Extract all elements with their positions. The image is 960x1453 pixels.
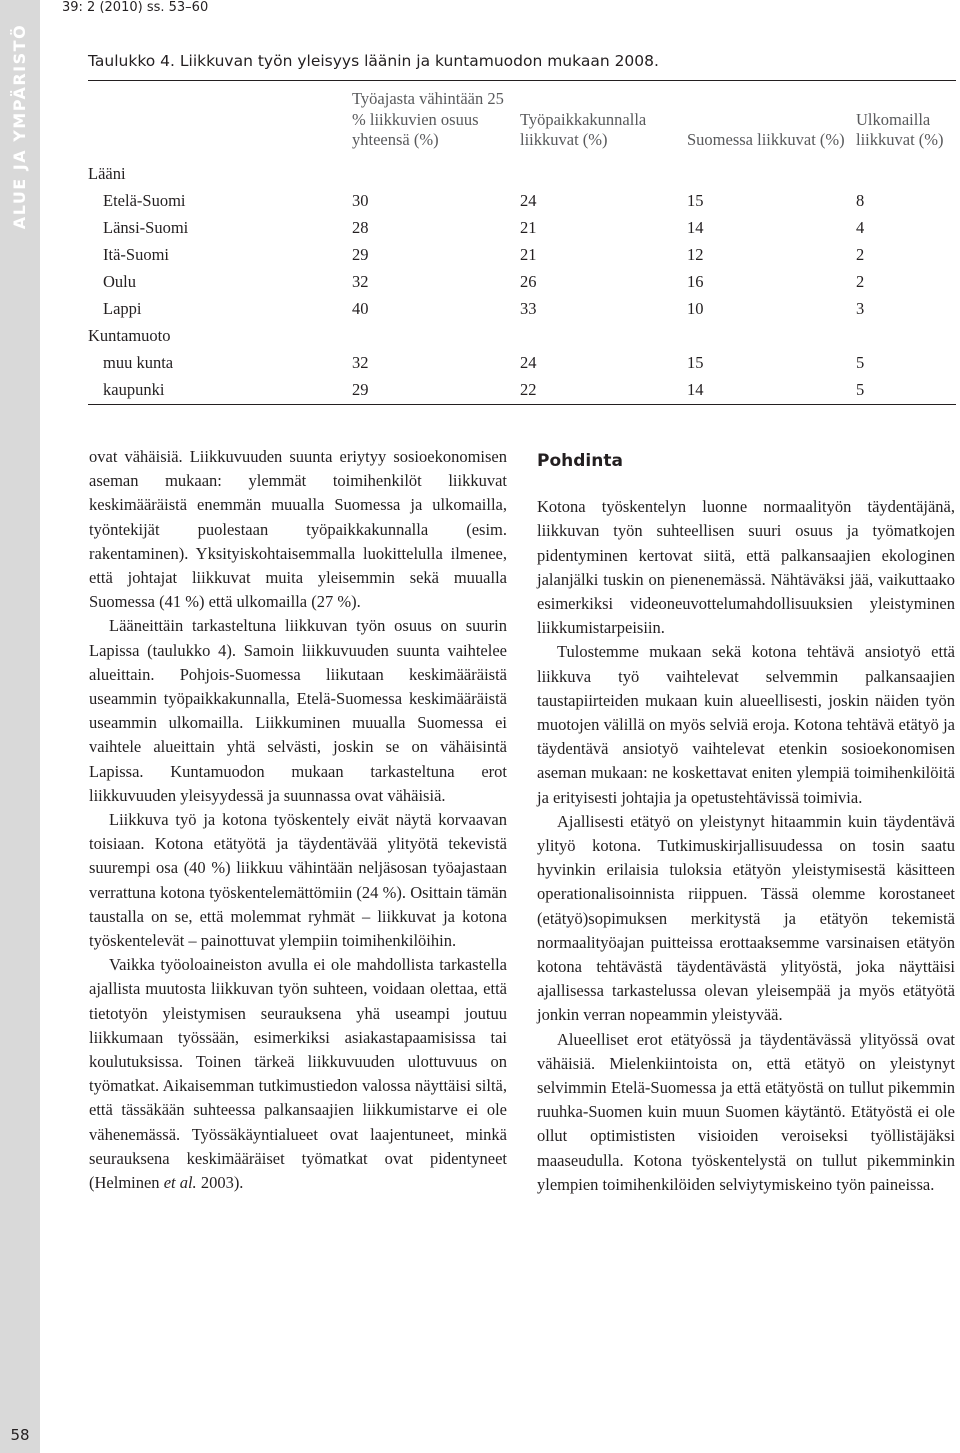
table-row — [88, 188, 956, 215]
header-cell-empty — [88, 81, 352, 161]
header-cell-workplace: Työpaikkakunnalla liikkuvat (%) — [520, 81, 687, 161]
table-row — [88, 215, 956, 242]
table-cell: 26 — [520, 272, 537, 291]
table-row — [88, 350, 956, 377]
table-cell: 21 — [520, 218, 537, 237]
paragraph: Kotona työskentelyn luonne normaalityön täydentäjänä, liikkuvan työn suhteellisen suuri osuus ja työmatkojen pidentyminen kertovat siitä, että palkansaajien ekologinen jalanjälki tuskin on pienenemässä. Nähtäväksi jää, vaikuttaako esimerkiksi videoneuvottelumahdollisuuksien yleistyminen liikkumistarpeisiin. — [537, 497, 955, 638]
table-cell: 22 — [520, 377, 687, 405]
table-row — [88, 242, 956, 269]
table-body — [88, 161, 956, 405]
issue-line: 39: 2 (2010) ss. 53–60 — [62, 0, 209, 15]
table-group-row — [88, 323, 956, 350]
table-cell: 33 — [520, 299, 537, 318]
row-name: kaupunki — [88, 377, 352, 405]
table-cell: 24 — [520, 353, 537, 372]
table-row — [88, 377, 956, 405]
table-cell: 3 — [856, 299, 865, 318]
table-cell: 14 — [687, 377, 856, 405]
paragraph-text: 2003). — [196, 1173, 244, 1193]
paragraph — [89, 953, 507, 1195]
left-text-column — [89, 445, 507, 1195]
journal-name: ALUE JA YMPÄRISTÖ — [10, 23, 30, 229]
table-row — [88, 296, 956, 323]
table-title: Taulukko 4. Liikkuvan työn yleisyys läänin ja kuntamuodon mukaan 2008. — [88, 52, 659, 70]
paragraph: Alueelliset erot etätyössä ja täydentävässä ylityössä ovat vähäisiä. Mielenkiintoista on, että etätyö on yleistynyt selvimmin Etelä-Suomessa ja että etätyöstä on tullut pikemmin ruuhka-Suomen kuin muun Suomen käytäntö. Etätyöstä ei ole ollut optimististen visioiden veroiseksi työllistäjäksi maaseudulla. Kotona työskentelystä on tullut pikemminkin ylempien toimihenkilöiden selviytymiskeino työn paineissa. — [537, 1029, 955, 1194]
data-table — [88, 80, 956, 405]
group-label: Lääni — [88, 164, 126, 183]
section-heading: Pohdinta — [537, 451, 623, 471]
table-row — [88, 269, 956, 296]
paragraph-text: Vaikka työoloaineiston avulla ei ole mahdollista tarkastella ajallista muutosta liikkuvan työn suhteen, voidaan olettaa, että tietotyön yleistymisen seurauksena yhä useampi joutuu liikkumaan työssään, esimerkiksi asiakastapaamisissa tai koulutuksissa. Toinen tärkeä liikkuvuuden ulottuvuus on työmatkat. Aikaisemman tutkimustiedon valossa näyttäisi siltä, että tässäkään suhteessa palkansaajien liikkumistarve ei ole vähenemässä. Työssäkäyntialueet ovat laajentuneet, minkä seurauksena keskimääräiset työmatkat ovat pidentyneet (Helminen — [89, 955, 507, 1193]
table-cell: 40 — [352, 299, 369, 318]
table-header-row — [88, 81, 956, 161]
table-cell: 14 — [687, 218, 704, 237]
paragraph: Liikkuva työ ja kotona työskentely eivät näytä korvaavan toisiaan. Kotona etätyötä ja täydentävää ylityötä tekevistä suurempi osa (40 %) liikkuu vähintään neljäsosan työajastaan verrattuna kotona työskentelemättömiin (24 %). Osittain tämän taustalla on se, että molemmat ryhmät – liikkuvat ja kotona työskentelevät – painottuvat ylempiin toimihenkilöihin. — [89, 810, 507, 951]
row-name: Oulu — [103, 272, 136, 291]
table-cell: 10 — [687, 299, 704, 318]
table-group-row — [88, 161, 956, 188]
journal-sidebar — [0, 0, 40, 1453]
paragraph: Lääneittäin tarkasteltuna liikkuvan työn osuus on suurin Lapissa (taulukko 4). Samoin liikkuvuuden suunta vaihtelee alueittain. Pohjois-Suomessa liikutaan keskimääräistä useammin työpaikkakunnalla, Etelä-Suomessa keskimääräistä useammin ulkomailla. Liikkuminen muualla Suomessa ei vaihtele alueittain yhtä selvästi, joskin se on vähäisintä Lapissa. Kuntamuodon mukaan tarkasteltuna erot liikkuvuuden yleisyydessä ja suunnassa ovat vähäisiä. — [89, 616, 507, 805]
paragraph-italic: et al. — [163, 1173, 197, 1193]
table-cell: 32 — [352, 272, 369, 291]
table-cell: 5 — [856, 353, 865, 372]
row-name: muu kunta — [103, 353, 174, 372]
header-cell-finland: Suomessa liikkuvat (%) — [687, 81, 856, 161]
journal-name-label — [0, 0, 40, 252]
table-cell: 29 — [352, 377, 520, 405]
header-cell-total: Työajasta vähintään 25 % liikkuvien osuus yhteensä (%) — [352, 81, 520, 161]
table-cell: 8 — [856, 191, 865, 210]
group-label: Kuntamuoto — [88, 326, 171, 345]
right-paragraphs — [537, 495, 955, 1197]
paragraph: ovat vähäisiä. Liikkuvuuden suunta eriytyy sosioekonomisen aseman mukaan: ylemmät toimihenkilöt liikkuvat keskimääräistä enemmän muualla Suomessa ja ulkomailla, työntekijät puolestaan työpaikkakunnalla (esim. rakentaminen). Yksityiskohtaisemmalla luokittelulla ilmenee, että johtajat liikkuvat muita yleisemmin sekä muualla Suomessa (41 %) että ulkomailla (27 %). — [89, 447, 507, 612]
table-cell: 21 — [520, 245, 537, 264]
table-cell: 30 — [352, 191, 369, 210]
table-cell: 29 — [352, 245, 369, 264]
table-cell: 32 — [352, 353, 369, 372]
table-cell: 15 — [687, 353, 704, 372]
table-cell: 28 — [352, 218, 369, 237]
row-name: Länsi-Suomi — [103, 218, 189, 237]
table-cell: 24 — [520, 191, 537, 210]
table-cell: 2 — [856, 272, 865, 291]
table-cell: 2 — [856, 245, 865, 264]
right-text-column — [537, 445, 955, 1197]
row-name: Itä-Suomi — [103, 245, 169, 264]
header-cell-abroad: Ulkomailla liikkuvat (%) — [856, 81, 956, 161]
table-cell: 12 — [687, 245, 704, 264]
row-name: Etelä-Suomi — [103, 191, 186, 210]
paragraph: Tulostemme mukaan sekä kotona tehtävä ansiotyö että liikkuva työ vaihtelevat selvemmin palkansaajien taustapiirteiden mukaan kuin alueellisesti, joskin näiden työn muotojen välillä on myös selviä eroja. Kotona tehtävä etätyö ja täydentävä ansiotyö vaihtelevat etenkin sosioekonomisen aseman mukaan: ne koskettavat eniten ylempiä toimihenkilöitä ja erityisesti johtajia ja opetustehtävissä toimivia. — [537, 642, 955, 807]
table-cell: 4 — [856, 218, 865, 237]
table-cell: 16 — [687, 272, 704, 291]
paragraph: Ajallisesti etätyö on yleistynyt hitaammin kuin täydentävä ylityö kotona. Tutkimuskirjallisuudessa on tosin saatu hyvinkin erilaisia tuloksia etätyön yleistymisestä käsitteen operationalisoinnista riippuen. Tässä olemme korostaneet (etätyö)sopimuksen merkitystä ja etätyön tekemistä normaalityöajan puitteissa erottaaksemme varsinaisen etätyön kotona tehtävästä täydentävästä ylityöstä, joka näyttäisi ajallisessa tarkastelussa olevan yleisempää ja myös etätyötä jonkin verran nopeammin yleistyvää. — [537, 811, 955, 1025]
row-name: Lappi — [103, 299, 142, 318]
table-cell: 15 — [687, 191, 704, 210]
page-number: 58 — [10, 1426, 30, 1444]
table-cell: 5 — [856, 377, 956, 405]
